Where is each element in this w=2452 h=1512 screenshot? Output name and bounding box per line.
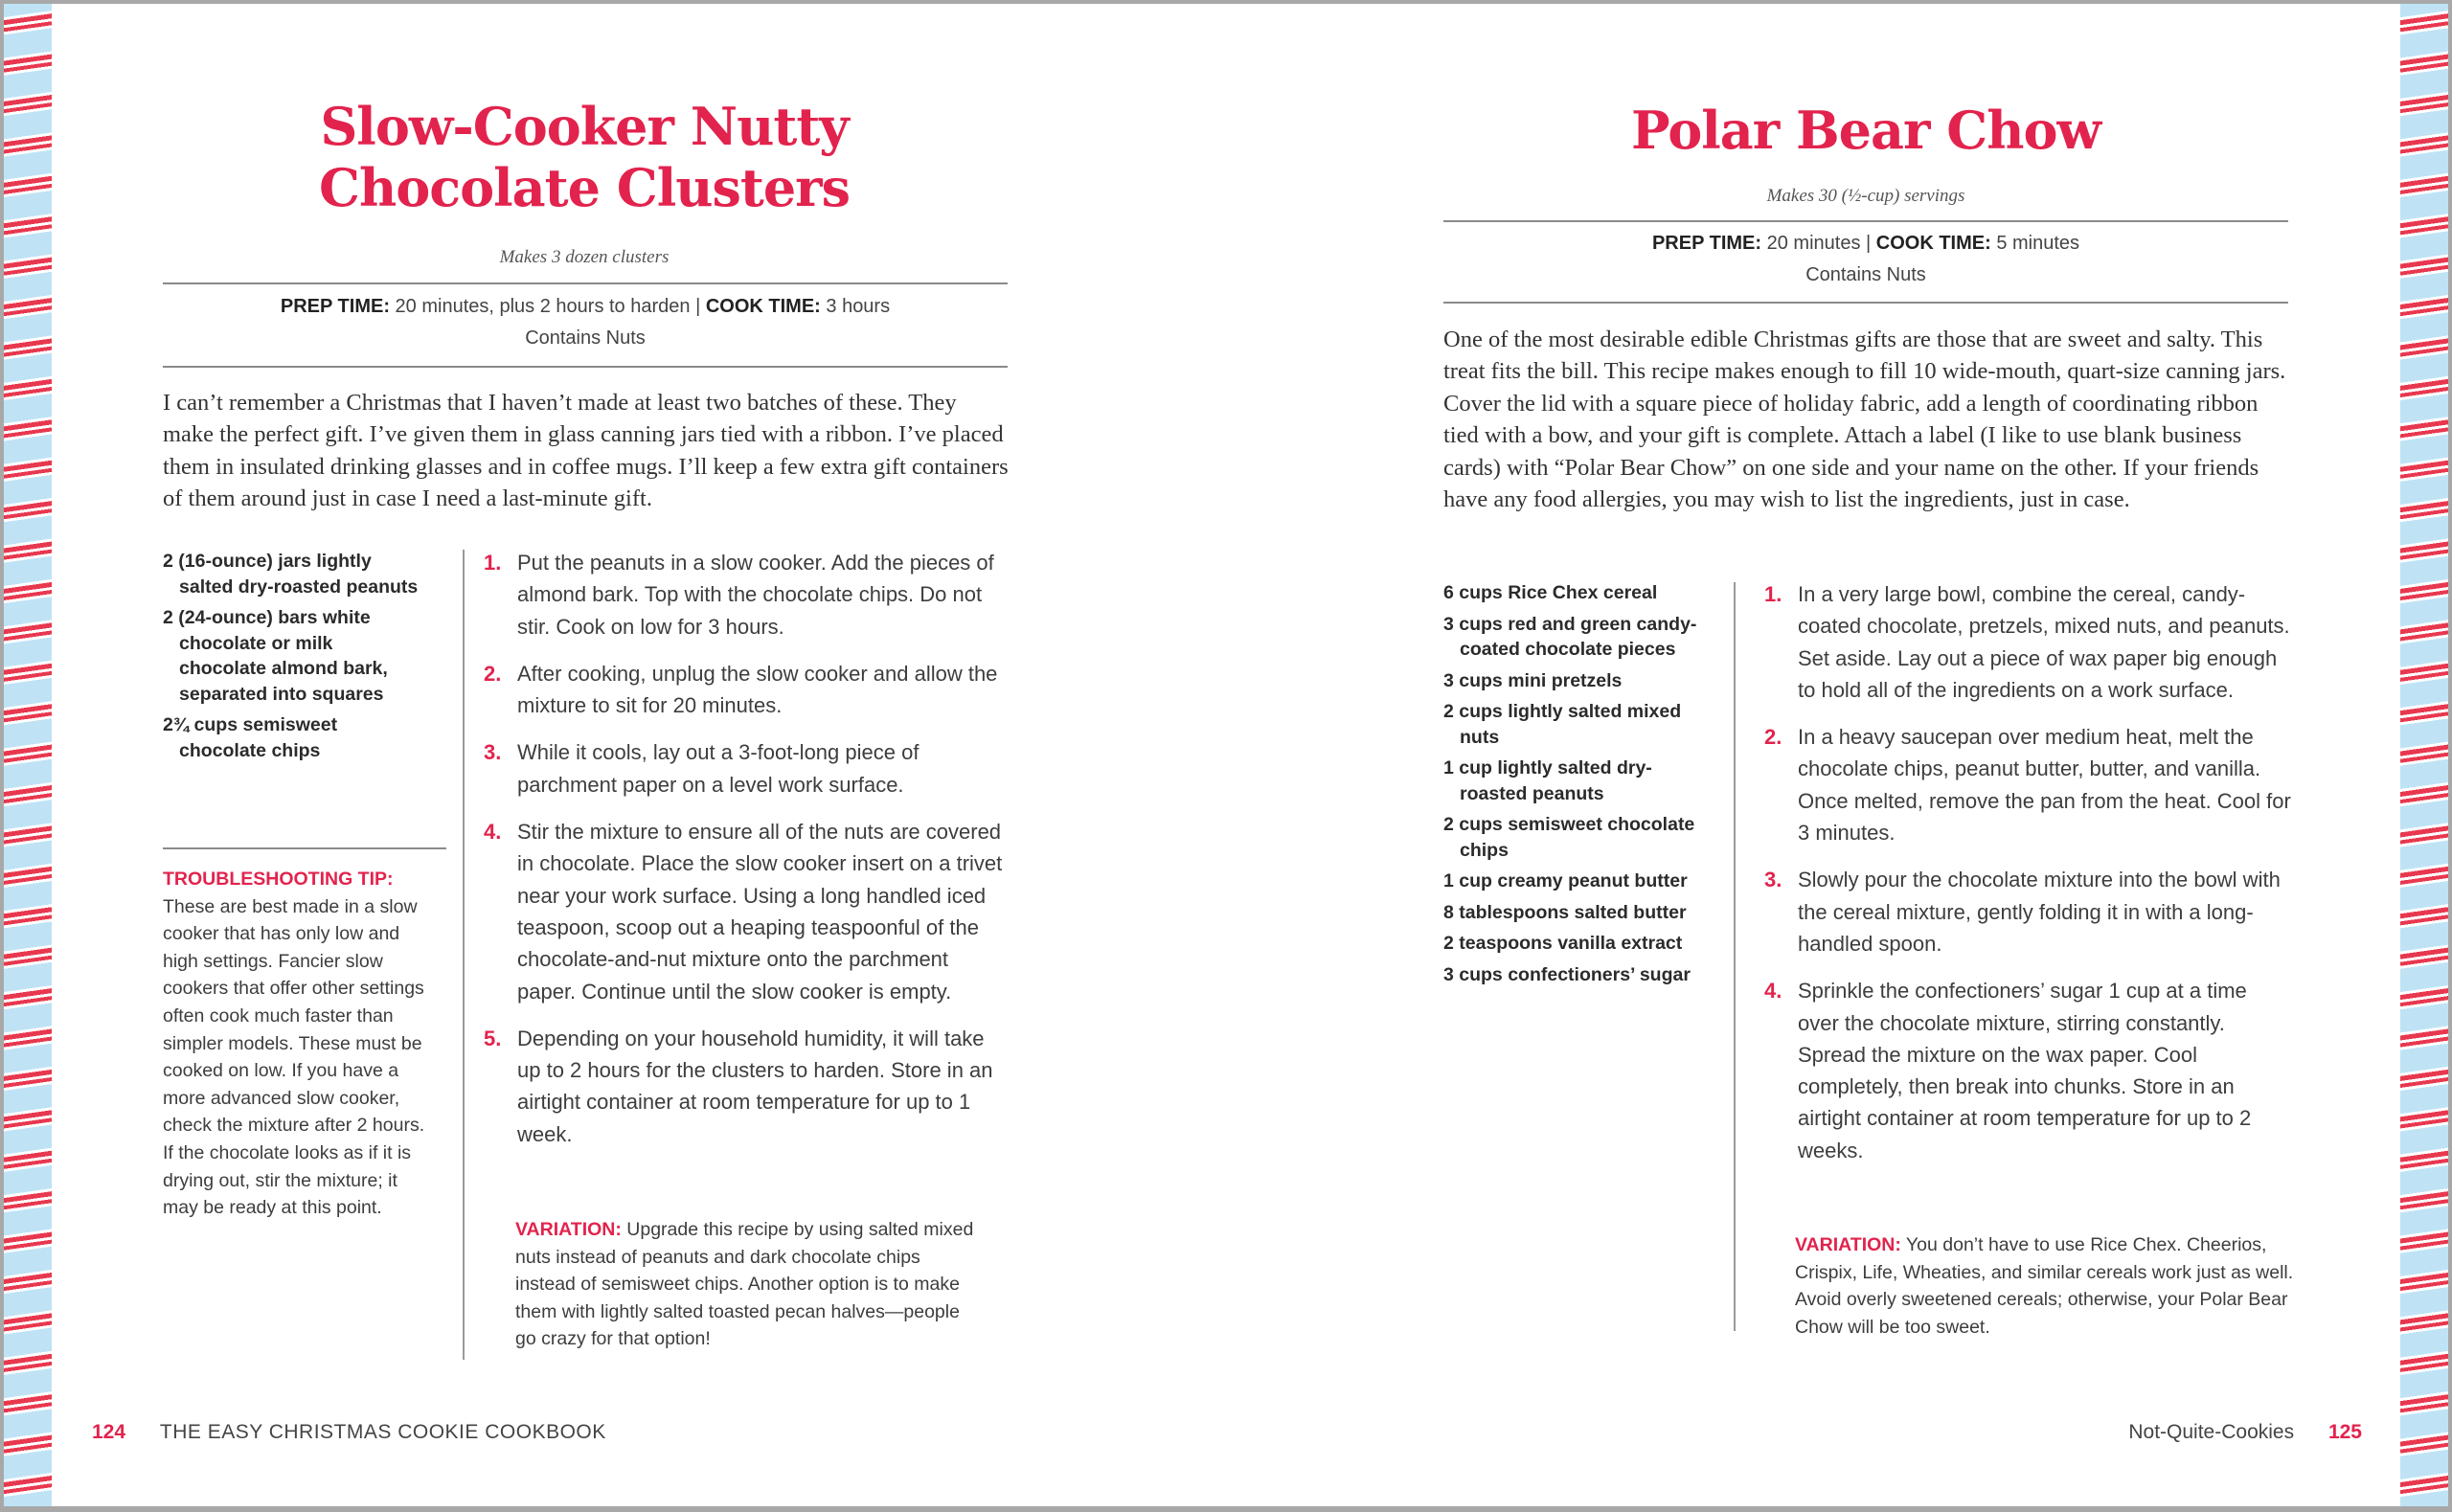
running-head-left: THE EASY CHRISTMAS COOKIE COOKBOOK [159,1421,606,1443]
step-number: 2. [484,661,502,686]
tip-label: TROUBLESHOOTING TIP: [163,869,394,890]
ingredient-item: 3 cups confectioners’ sugar [1443,963,1691,985]
step-text: In a very large bowl, combine the cereal, candy-coated chocolate, pretzels, mixed nuts, and peanuts. Set aside. Lay out a piece of wax paper big enough to hold all of the ingredients on a work surface. [1798,582,2290,702]
instruction-step [469,1023,1010,1150]
ingredient-item: 2 cups lightly salted mixed nuts [1443,701,1682,748]
recipe-title-left [163,96,1006,218]
instruction-step [469,816,1010,1007]
running-head-right: Not-Quite-Cookies [2128,1421,2295,1443]
ingredient-item: 3 cups mini pretzels [1443,669,1623,691]
recipe-title-right: Polar Bear Chow [1631,100,2100,161]
instruction-step [469,658,1010,722]
variation-note-right [1795,1231,2295,1341]
contains-nuts: Contains Nuts [525,327,646,349]
step-number: 2. [1764,725,1782,750]
step-number: 1. [1764,582,1782,606]
step-number: 3. [1764,868,1782,892]
ingredient-list-left [163,549,423,769]
step-text: Sprinkle the confectioners’ sugar 1 cup at a time over the chocolate mixture, stirring constantly. Spread the mixture on the wax paper. Cool completely, then break into chunks. Store in an airtight container at room temperature for up to 2 weeks. [1798,979,2252,1162]
page-number-left: 124 [92,1421,126,1443]
ingredient-item: 2 teaspoons vanilla extract [1443,933,1683,954]
prep-time-value: 20 minutes, plus 2 hours to harden | [389,296,706,317]
cook-time-value: 3 hours [820,296,891,317]
variation-label: VARIATION: [1795,1234,1901,1255]
recipe-times-right [1443,228,2288,291]
intro-paragraph-right: One of the most desirable edible Christmas gifts are those that are sweet and salty. This treat fits the bill. This recipe makes enough to fill 10 wide-mouth, quart-size canning jars. Cover the lid with a square piece of holiday fabric, add a length of coordinating ribbon tied with a bow, and your gift is complete. Attach a label (I like to use blank business cards) with “Polar Bear Chow” on one side and your name on the other. If your friends have any food allergies, you may wish to list the ingredients, just in case. [1443,327,2286,513]
candy-cane-border-right [2400,4,2448,1506]
step-number: 4. [484,820,502,845]
column-divider-left [463,550,465,1360]
recipe-yield-right: Makes 30 (½-cup) servings [1766,186,1965,206]
title-line-1: Slow-Cooker Nutty [320,96,849,157]
variation-text: Upgrade this recipe by using salted mixed nuts instead of peanuts and dark chocolate chips instead of semisweet chips. Another option is to make them with lightly salted toasted pecan halves—people go crazy for that option! [515,1219,974,1350]
variation-note-left [515,1216,985,1353]
ingredient-item: 1 cup creamy peanut butter [1443,870,1688,891]
intro-paragraph-left: I can’t remember a Christmas that I haven’t made at least two batches of these. They make the perfect gift. I’ve given them in glass canning jars tied with a ribbon. I’ve placed them in insulated drinking glasses and in coffee mugs. I’ll keep a few extra gift containers of them around just in case I need a last-minute gift. [163,390,1009,512]
troubleshooting-tip [163,866,429,1222]
variation-label: VARIATION: [515,1219,622,1240]
step-number: 1. [484,551,502,575]
instruction-step [469,547,1010,643]
ingredient-item: 2¾ cups semisweet chocolate chips [163,714,338,761]
step-text: Slowly pour the chocolate mixture into the bowl with the cereal mixture, gently folding it in with a long-handled spoon. [1798,868,2281,956]
contains-nuts: Contains Nuts [1805,264,1926,285]
footer-right [2128,1418,2362,1447]
prep-time-value: 20 minutes | [1761,233,1876,254]
title-line-2: Chocolate Clusters [318,157,851,218]
page-number-right: 125 [2327,1421,2362,1443]
step-text: Stir the mixture to ensure all of the nuts are covered in chocolate. Place the slow cooker insert on a trivet near your work surface. Using a long handled iced teaspoon, scoop out a heaping teaspoonful of the chocolate-and-nut mixture onto the parchment paper. Continue until the slow cooker is empty. [517,820,1003,1004]
prep-time-label: PREP TIME: [280,296,390,317]
cook-time-label: COOK TIME: [705,296,821,317]
divider [163,366,1008,368]
ingredient-item: 2 cups semisweet chocolate chips [1443,814,1695,861]
step-number: 3. [484,740,502,765]
instruction-step [1750,864,2291,959]
instruction-list-right [1750,578,2291,1182]
instruction-step [469,736,1010,801]
ingredient-item: 8 tablespoons salted butter [1443,901,1687,923]
tip-divider [163,847,446,849]
divider [163,282,1008,284]
step-text: Depending on your household humidity, it will take up to 2 hours for the clusters to harden. Store in an airtight container at room temperature for up to 1 week. [517,1026,993,1146]
cook-time-value: 5 minutes [1990,233,2080,254]
ingredient-item: 2 (24-ounce) bars white chocolate or milk chocolate almond bark, separated into squares [163,607,388,705]
variation-text: You don’t have to use Rice Chex. Cheerios, Crispix, Life, Wheaties, and similar cereals work just as well. Avoid overly sweetened cereals; otherwise, your Polar Bear Chow will be too sweet. [1795,1234,2294,1338]
instruction-step [1750,578,2291,706]
instruction-step [1750,975,2291,1166]
column-divider-right [1734,582,1736,1331]
step-number: 5. [484,1026,502,1050]
instruction-step [1750,721,2291,848]
footer-left [92,1418,606,1447]
ingredient-list-right [1443,580,1697,993]
step-text: While it cools, lay out a 3-foot-long piece of parchment paper on a level work surface. [517,740,920,797]
ingredient-item: 2 (16-ounce) jars lightly salted dry-roasted peanuts [163,551,419,598]
ingredient-item: 6 cups Rice Chex cereal [1443,582,1658,603]
ingredient-item: 1 cup lightly salted dry-roasted peanuts [1443,757,1652,804]
step-text: In a heavy saucepan over medium heat, melt the chocolate chips, peanut butter, butter, and vanilla. Once melted, remove the pan from the heat. Cool for 3 minutes. [1798,725,2291,846]
instruction-list-left [469,547,1010,1165]
recipe-yield-left: Makes 3 dozen clusters [499,247,670,267]
step-number: 4. [1764,979,1782,1004]
candy-cane-border-left [4,4,52,1506]
divider [1443,302,2288,304]
tip-text: These are best made in a slow cooker that has only low and high settings. Fancier slow cookers that offer other settings often cook much faster than simpler models. These must be cooked on low. If you have a more advanced slow cooker, check the mixture after 2 hours. If the chocolate looks as if it is drying out, stir the mixture; it may be ready at this point. [163,895,425,1219]
prep-time-label: PREP TIME: [1651,233,1762,254]
step-text: Put the peanuts in a slow cooker. Add the pieces of almond bark. Top with the chocolate chips. Do not stir. Cook on low for 3 hours. [517,551,994,639]
divider [1443,220,2288,222]
cook-time-label: COOK TIME: [1875,233,1991,254]
step-text: After cooking, unplug the slow cooker and allow the mixture to sit for 20 minutes. [517,661,998,718]
recipe-times-left [163,291,1008,354]
ingredient-item: 3 cups red and green candy-coated chocolate pieces [1443,613,1697,660]
